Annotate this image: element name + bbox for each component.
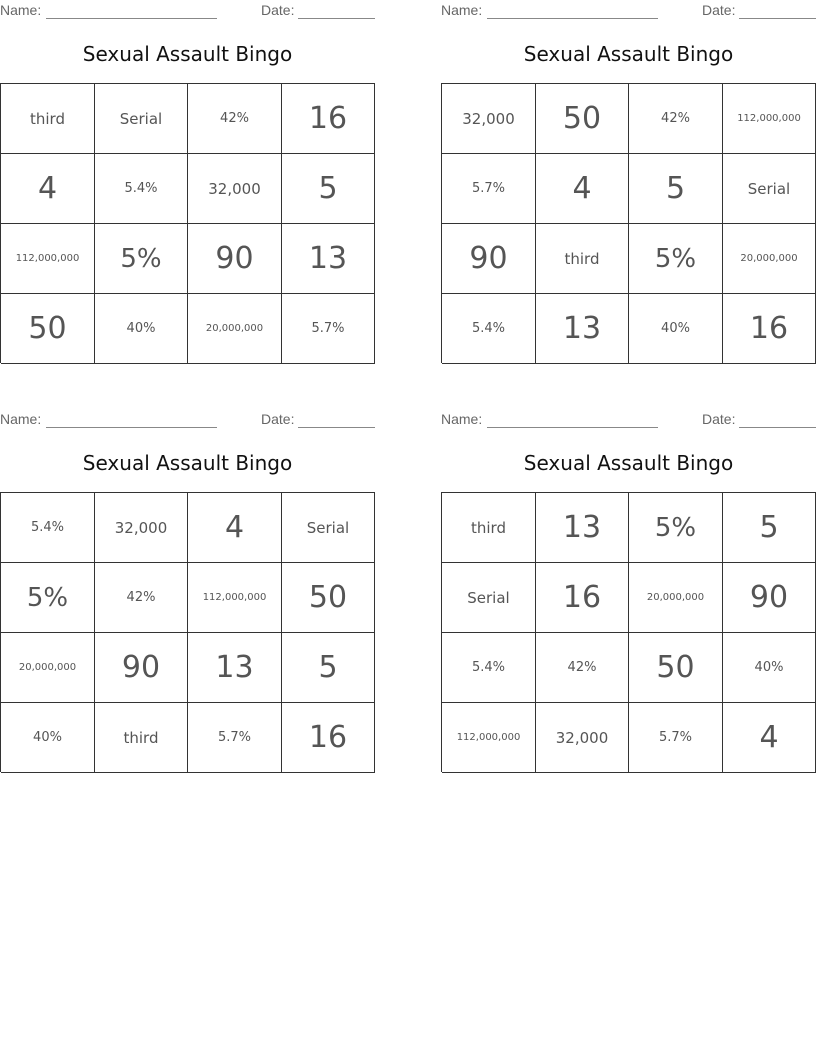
bingo-cell: 50 xyxy=(282,563,375,633)
bingo-card xyxy=(441,409,816,774)
bingo-cell: 5 xyxy=(723,493,816,563)
card-title: Sexual Assault Bingo xyxy=(523,451,734,475)
bingo-cell: 16 xyxy=(282,703,375,773)
bingo-cell: 5 xyxy=(282,154,375,224)
bingo-grid xyxy=(0,83,375,363)
name-label: Name: xyxy=(441,2,483,18)
bingo-cell: 112,000,000 xyxy=(188,563,282,633)
date-label: Date: xyxy=(261,411,295,427)
date-field xyxy=(739,18,816,19)
bingo-cell: 13 xyxy=(188,633,282,703)
bingo-cell: 5% xyxy=(629,224,723,294)
bingo-cell: 90 xyxy=(442,224,536,294)
bingo-cell: 16 xyxy=(536,563,629,633)
bingo-cell: 42% xyxy=(629,84,723,154)
bingo-cell: 90 xyxy=(723,563,816,633)
bingo-cell: 32,000 xyxy=(188,154,282,224)
name-date-row xyxy=(441,411,816,429)
bingo-cell: 4 xyxy=(1,154,95,224)
bingo-cell: third xyxy=(536,224,629,294)
card-title: Sexual Assault Bingo xyxy=(82,451,293,475)
bingo-cell: 16 xyxy=(723,294,816,364)
bingo-cell: 32,000 xyxy=(442,84,536,154)
date-label: Date: xyxy=(702,2,736,18)
bingo-cell: third xyxy=(442,493,536,563)
bingo-cell: 50 xyxy=(536,84,629,154)
bingo-cell: 4 xyxy=(723,703,816,773)
date-label: Date: xyxy=(702,411,736,427)
date-field xyxy=(739,427,816,428)
bingo-cell: Serial xyxy=(442,563,536,633)
bingo-cell: 32,000 xyxy=(95,493,188,563)
bingo-cell: 13 xyxy=(536,493,629,563)
name-field xyxy=(487,18,658,19)
bingo-cell: 5% xyxy=(629,493,723,563)
bingo-grid xyxy=(0,492,375,772)
bingo-cell: 5 xyxy=(282,633,375,703)
date-field xyxy=(298,18,375,19)
bingo-cell: 20,000,000 xyxy=(188,294,282,364)
bingo-cell: 112,000,000 xyxy=(1,224,95,294)
bingo-cell: 32,000 xyxy=(536,703,629,773)
bingo-cell: 50 xyxy=(629,633,723,703)
bingo-cell: 5.4% xyxy=(442,633,536,703)
card-title: Sexual Assault Bingo xyxy=(82,42,293,66)
bingo-cell: 16 xyxy=(282,84,375,154)
bingo-cell: 5% xyxy=(1,563,95,633)
bingo-card xyxy=(0,0,375,365)
name-date-row xyxy=(0,2,375,20)
bingo-cell: 5.7% xyxy=(282,294,375,364)
bingo-cell: third xyxy=(95,703,188,773)
name-date-row xyxy=(0,411,375,429)
bingo-cell: Serial xyxy=(282,493,375,563)
date-field xyxy=(298,427,375,428)
bingo-cell: 5.7% xyxy=(629,703,723,773)
bingo-cell: 20,000,000 xyxy=(629,563,723,633)
name-field xyxy=(46,427,217,428)
bingo-cell: 13 xyxy=(282,224,375,294)
name-field xyxy=(487,427,658,428)
bingo-cell: 90 xyxy=(95,633,188,703)
bingo-cell: 5 xyxy=(629,154,723,224)
bingo-cell: 5.4% xyxy=(95,154,188,224)
bingo-cell: 112,000,000 xyxy=(442,703,536,773)
bingo-cell: 50 xyxy=(1,294,95,364)
bingo-cell: 13 xyxy=(536,294,629,364)
bingo-card xyxy=(441,0,816,365)
bingo-cell: 5% xyxy=(95,224,188,294)
bingo-grid xyxy=(441,83,816,363)
name-label: Name: xyxy=(441,411,483,427)
bingo-cell: Serial xyxy=(723,154,816,224)
date-label: Date: xyxy=(261,2,295,18)
card-title: Sexual Assault Bingo xyxy=(523,42,734,66)
bingo-cell: 42% xyxy=(95,563,188,633)
name-date-row xyxy=(441,2,816,20)
bingo-cell: 40% xyxy=(95,294,188,364)
name-label: Name: xyxy=(0,411,42,427)
name-field xyxy=(46,18,217,19)
bingo-cell: 5.4% xyxy=(1,493,95,563)
bingo-cell: 40% xyxy=(629,294,723,364)
bingo-cell: 5.7% xyxy=(188,703,282,773)
bingo-cell: 4 xyxy=(536,154,629,224)
bingo-grid xyxy=(441,492,816,772)
bingo-cell: 20,000,000 xyxy=(1,633,95,703)
bingo-cell: 5.7% xyxy=(442,154,536,224)
bingo-cell: 20,000,000 xyxy=(723,224,816,294)
name-label: Name: xyxy=(0,2,42,18)
bingo-cell: 90 xyxy=(188,224,282,294)
bingo-cell: 40% xyxy=(723,633,816,703)
bingo-cell: 112,000,000 xyxy=(723,84,816,154)
bingo-cell: 42% xyxy=(536,633,629,703)
bingo-cell: third xyxy=(1,84,95,154)
bingo-cell: 4 xyxy=(188,493,282,563)
bingo-cell: Serial xyxy=(95,84,188,154)
bingo-cell: 40% xyxy=(1,703,95,773)
bingo-cell: 5.4% xyxy=(442,294,536,364)
bingo-card xyxy=(0,409,375,774)
bingo-cell: 42% xyxy=(188,84,282,154)
